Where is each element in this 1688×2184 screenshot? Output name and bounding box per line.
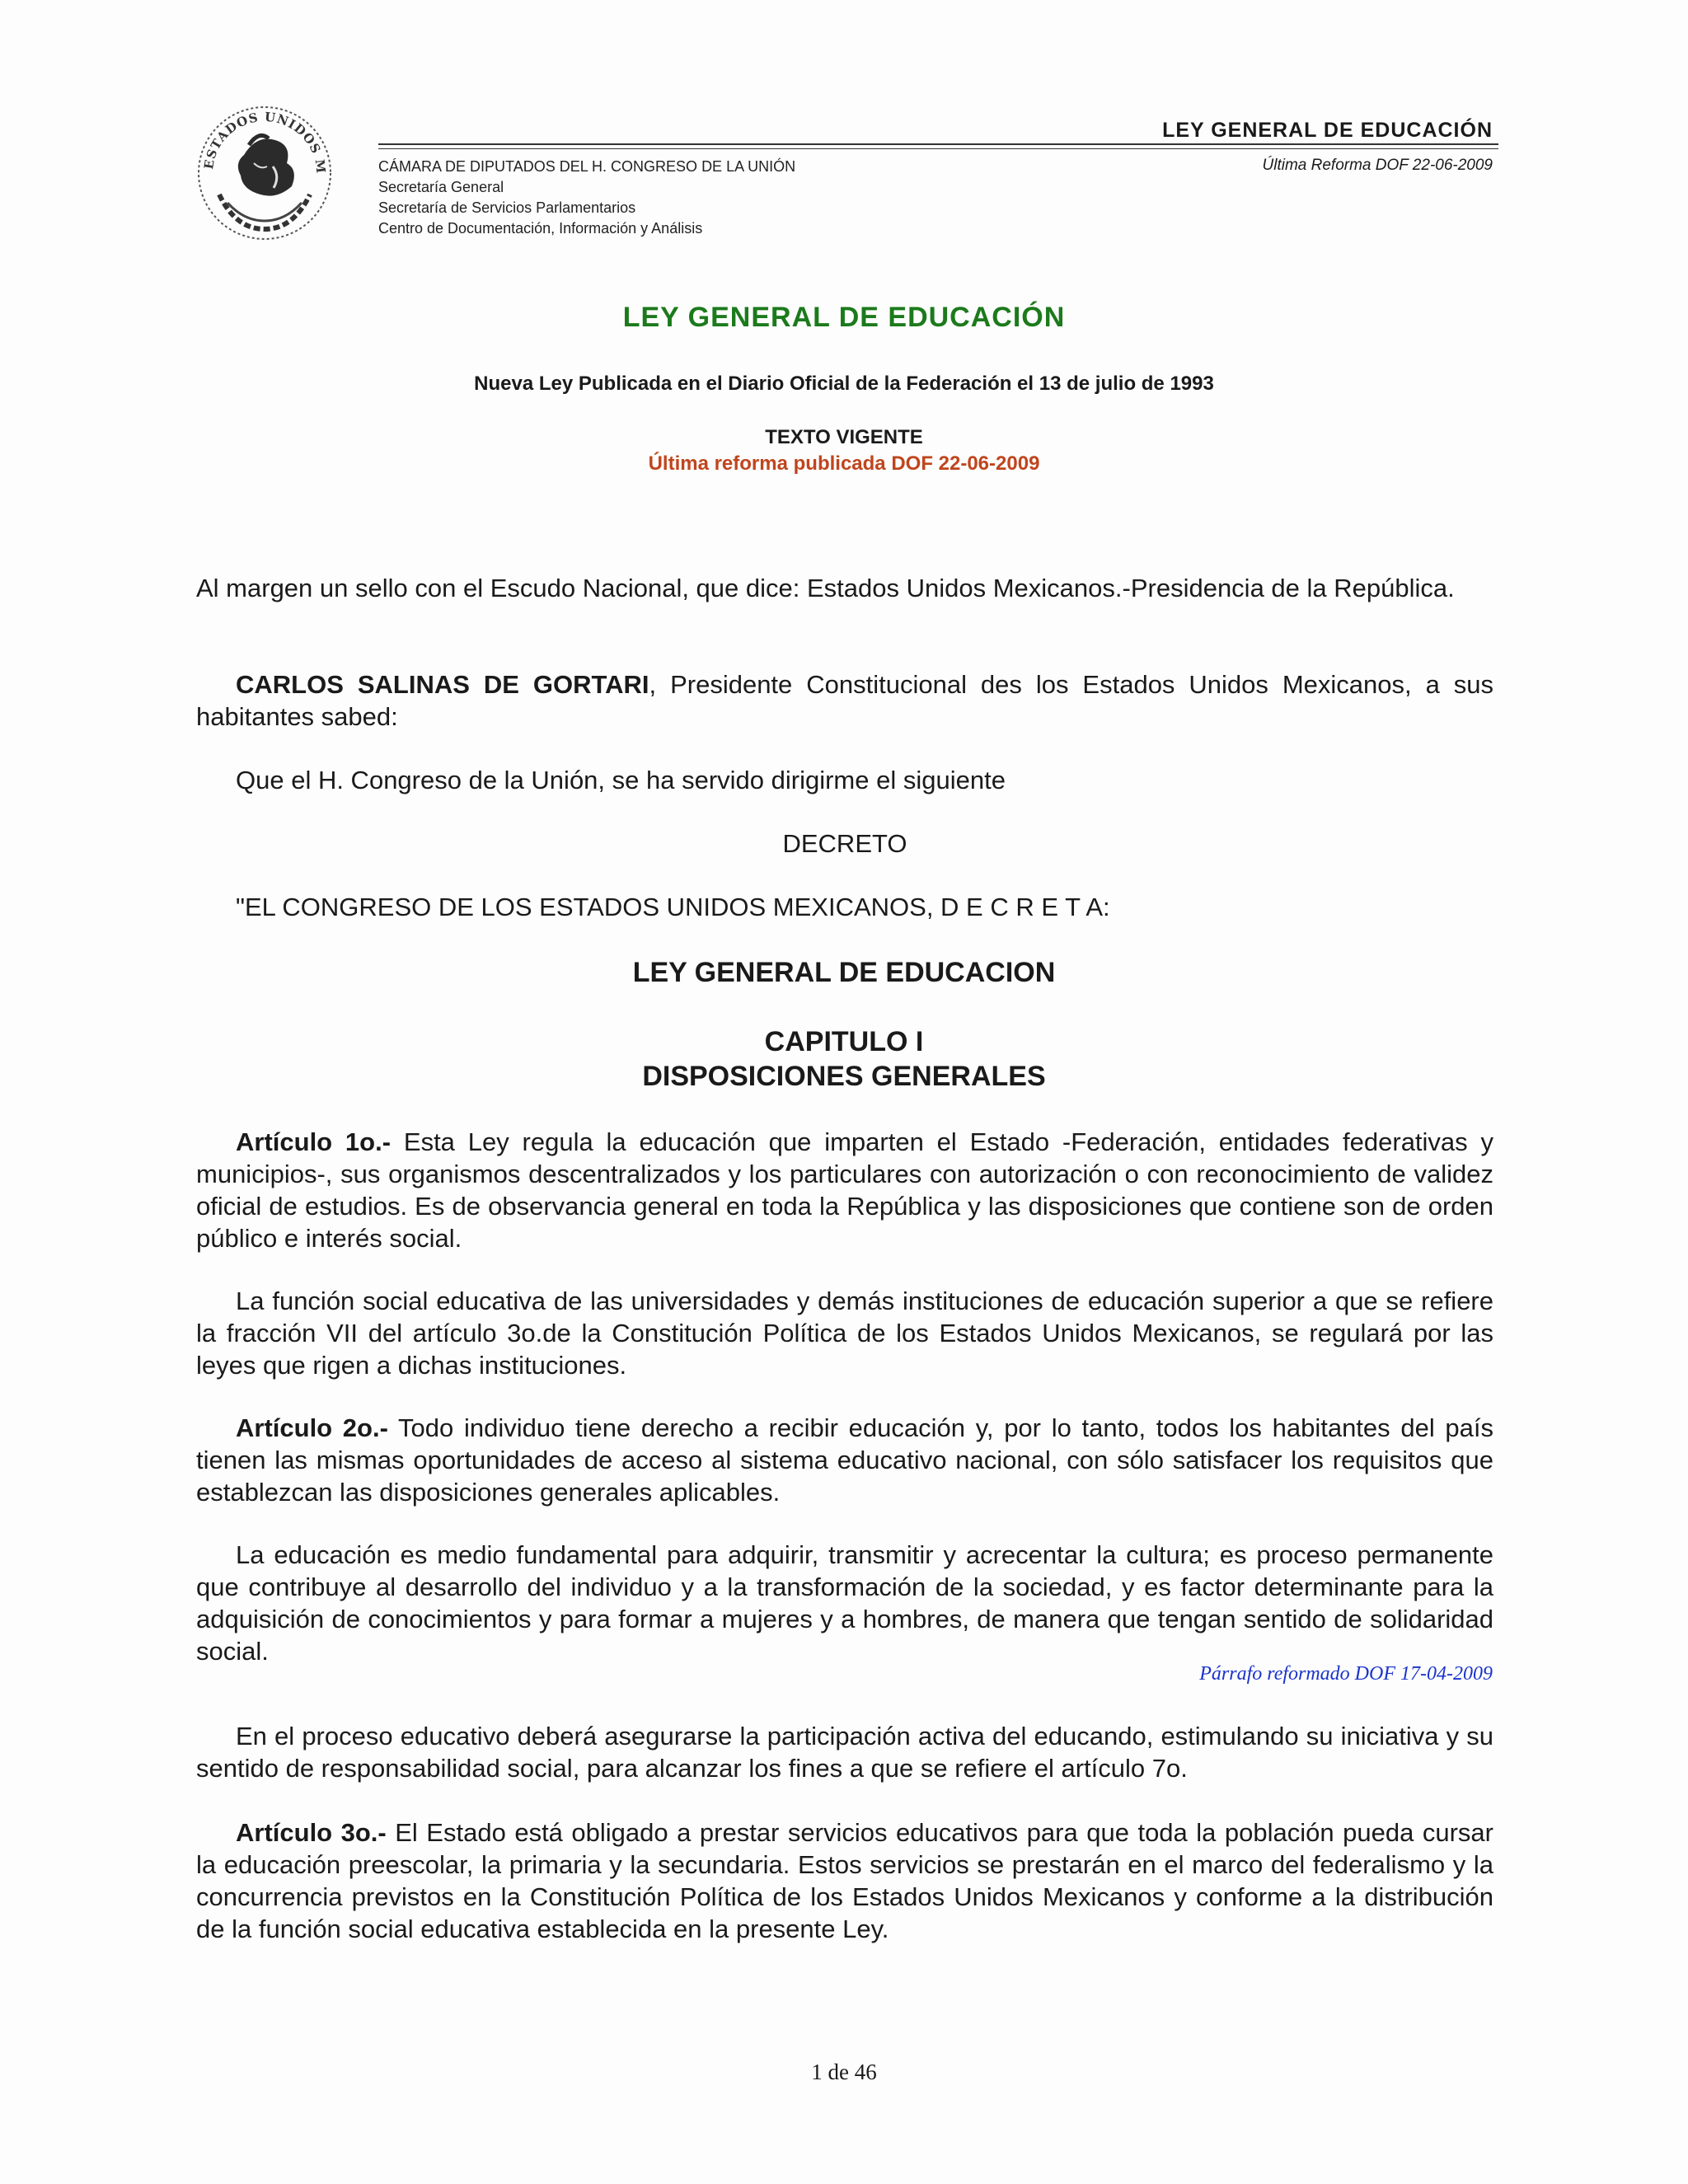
ultima-reforma: Última reforma publicada DOF 22-06-2009 bbox=[648, 452, 1040, 475]
org-chamber: CÁMARA DE DIPUTADOS DEL H. CONGRESO DE LA UNIÓN bbox=[378, 158, 796, 175]
article-1 bbox=[196, 1126, 1493, 1254]
header-reform-date: Última Reforma DOF 22-06-2009 bbox=[1262, 157, 1493, 174]
law-title: LEY GENERAL DE EDUCACION bbox=[632, 957, 1056, 988]
national-seal-logo bbox=[195, 97, 335, 246]
article-1-text: Esta Ley regula la educación que imparten el Estado -Federación, entidades federativas y municipios-, sus organismos descentralizados y los particulares con autorización o con reconocimiento de validez oficial de estudios. Es de observancia general en toda la República y las disposiciones que contiene son de orden público e interés social. bbox=[196, 1127, 1493, 1253]
paragraph-decreta: "EL CONGRESO DE LOS ESTADOS UNIDOS MEXICANOS, D E C R E T A: bbox=[236, 893, 1110, 921]
org-servicios: Secretaría de Servicios Parlamentarios bbox=[378, 199, 636, 216]
chapter-title: DISPOSICIONES GENERALES bbox=[642, 1061, 1046, 1092]
decreto-heading: DECRETO bbox=[782, 829, 907, 858]
article-3-text: El Estado está obligado a prestar servicios educativos para que toda la población pueda cursar la educación preescolar, la primaria y la secundaria. Estos servicios se prestarán en el marco del federalismo y la concurrencia previstos en la Constitución Política de los Estados Unidos Mexicanos y conforme a la distribución de la función social educativa establecida en la presente Ley. bbox=[196, 1818, 1493, 1943]
publication-line: Nueva Ley Publicada en el Diario Oficial de la Federación el 13 de julio de 1993 bbox=[474, 373, 1214, 395]
article-1-paragraph-2: La función social educativa de las universidades y demás instituciones de educación superior a que se refiere la fracción VII del artículo 3o.de la Constitución Política de los Estados Unidos Mexicanos, se regulará por las leyes que rigen a dichas instituciones. bbox=[196, 1286, 1493, 1380]
article-3-label: Artículo 3o.- bbox=[236, 1818, 387, 1847]
chapter-number: CAPITULO I bbox=[764, 1026, 924, 1057]
article-1-label: Artículo 1o.- bbox=[236, 1127, 392, 1156]
org-secretaria: Secretaría General bbox=[378, 179, 504, 195]
document-title: LEY GENERAL DE EDUCACIÓN bbox=[622, 302, 1066, 333]
president-text: , Presidente Constitucional des los Estados Unidos Mexicanos, a sus habitantes sabed: bbox=[196, 670, 1493, 731]
article-2-paragraph-2: La educación es medio fundamental para adquirir, transmitir y acrecentar la cultura; es proceso permanente que contribuye al desarrollo del individuo y a la transformación de la sociedad, y es factor determinante para la adquisición de conocimientos y para formar a mujeres y a hombres, de manera que tengan sentido de solidaridad social. bbox=[196, 1540, 1493, 1666]
article-2 bbox=[196, 1412, 1493, 1508]
president-name: CARLOS SALINAS DE GORTARI bbox=[236, 670, 649, 699]
article-2-text: Todo individuo tiene derecho a recibir educación y, por lo tanto, todos los habitantes del país tienen las mismas oportunidades de acceso al sistema educativo nacional, con sólo satisfacer los requisitos que establezcan las disposiciones generales aplicables. bbox=[196, 1413, 1494, 1507]
article-2-label: Artículo 2o.- bbox=[236, 1413, 388, 1442]
paragraph-president bbox=[196, 668, 1493, 733]
page-number: 1 de 46 bbox=[811, 2060, 877, 2084]
reform-note: Párrafo reformado DOF 17-04-2009 bbox=[1199, 1663, 1493, 1685]
header-rule-thin bbox=[378, 148, 1498, 149]
article-3 bbox=[196, 1816, 1493, 1945]
svg-text:ESTADOS UNIDOS MEXICANOS: ESTADOS UNIDOS M bbox=[201, 109, 329, 175]
texto-vigente: TEXTO VIGENTE bbox=[765, 426, 923, 448]
header-organization bbox=[378, 157, 795, 239]
org-centro: Centro de Documentación, Información y Análisis bbox=[378, 220, 703, 237]
header-title: LEY GENERAL DE EDUCACIÓN bbox=[1162, 119, 1493, 142]
paragraph-congress: Que el H. Congreso de la Unión, se ha servido dirigirme el siguiente bbox=[236, 766, 1006, 794]
article-2-paragraph-3: En el proceso educativo deberá asegurarse la participación activa del educando, estimulando su iniciativa y su sentido de responsabilidad social, para alcanzar los fines a que se refiere el artículo 7o. bbox=[196, 1722, 1493, 1783]
header-rule bbox=[378, 143, 1498, 145]
paragraph-margin-seal: Al margen un sello con el Escudo Nacional, que dice: Estados Unidos Mexicanos.-Presidencia de la República. bbox=[196, 574, 1455, 602]
